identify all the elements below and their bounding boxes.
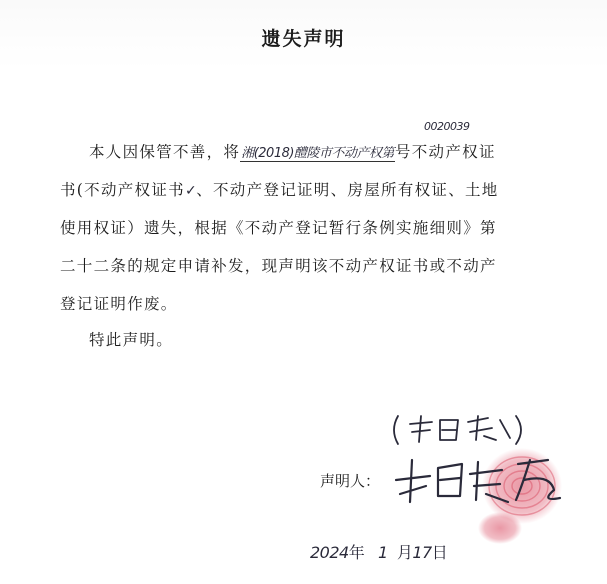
certificate-number: 0020039 bbox=[424, 120, 470, 133]
body-line-4: 二十二条的规定申请补发，现声明该不动产权证书或不动产 bbox=[60, 257, 497, 275]
body-text: 、不动产登记证明、房屋所有权证、土地 bbox=[196, 181, 499, 199]
body-text: 书(不动产权证书 bbox=[60, 181, 185, 199]
date-month-unit: 月 bbox=[396, 543, 413, 562]
date-year-unit: 年 bbox=[348, 543, 365, 562]
body-line-2 bbox=[60, 178, 499, 200]
body-text: 号不动产权证 bbox=[394, 143, 496, 161]
date-year: 2024 bbox=[310, 543, 349, 562]
body-line-5: 登记证明作废。 bbox=[60, 295, 178, 313]
body-text: 本人因保管不善，将 bbox=[89, 143, 241, 161]
date-day-unit: 日 bbox=[431, 543, 448, 562]
handwritten-name-brackets bbox=[388, 410, 528, 450]
handwritten-signature bbox=[390, 450, 570, 510]
handwritten-check-mark: ✓ bbox=[184, 183, 197, 199]
date-day: 17 bbox=[412, 543, 432, 562]
body-line-1 bbox=[89, 140, 496, 162]
body-line-3: 使用权证）遗失，根据《不动产登记暂行条例实施细则》第 bbox=[60, 219, 497, 237]
document-title: 遗失声明 bbox=[261, 28, 346, 50]
signature-date bbox=[310, 540, 447, 563]
date-month: 1 bbox=[378, 543, 388, 562]
handwritten-certificate-field: 湘(2018)醴陵市不动产权第 bbox=[241, 146, 394, 161]
closing-line: 特此声明。 bbox=[89, 331, 174, 349]
declarant-label: 声明人： bbox=[320, 472, 381, 490]
